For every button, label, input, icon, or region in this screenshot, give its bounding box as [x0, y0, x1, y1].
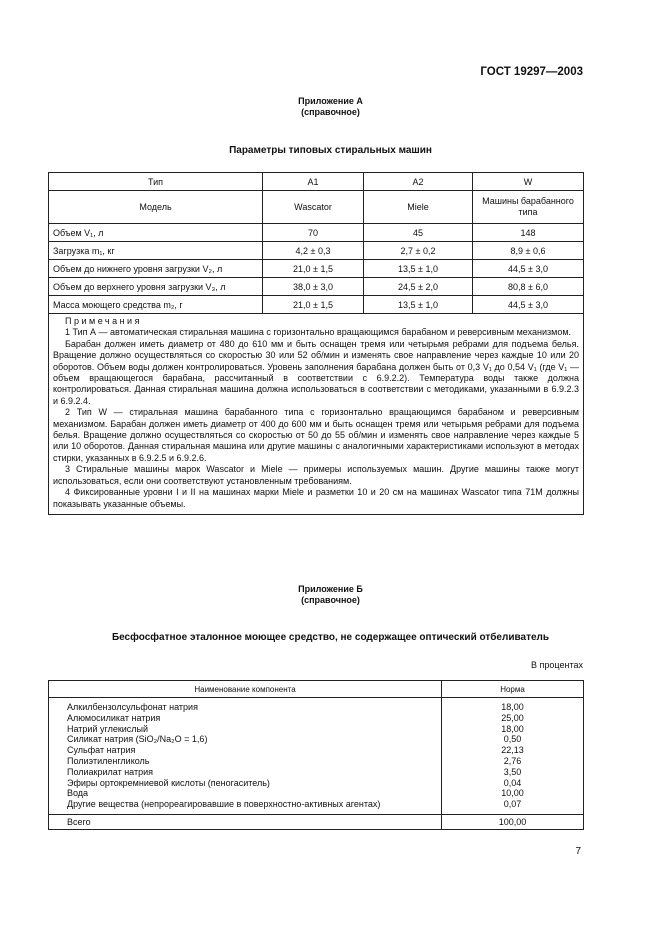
table-row	[49, 814, 584, 829]
list-item: 3,50	[503, 766, 522, 777]
row-label: Масса моющего средства m₂, г	[49, 296, 263, 314]
note-paragraph: 1 Тип А — автоматическая стиральная машина с горизонтально вращающимся барабаном и реверсивным механизмом.	[65, 327, 572, 338]
appendix-a-subtitle: (справочное)	[301, 107, 360, 117]
list-item: Силикат натрия (SiO₂/Na₂O = 1,6)	[67, 734, 208, 745]
value-cell: 80,8 ± 6,0	[473, 278, 584, 296]
list-item: 18,00	[501, 702, 524, 712]
component-names	[49, 698, 442, 815]
appendix-b-subtitle: (справочное)	[301, 595, 360, 605]
value-cell: 21,0 ± 1,5	[263, 296, 364, 314]
header-cell: Машины барабанного типа	[473, 191, 584, 224]
value-cell: 38,0 ± 3,0	[263, 278, 364, 296]
table-row	[49, 173, 584, 191]
header-cell: Miele	[364, 191, 473, 224]
list-item: Алкилбензолсульфонат натрия	[67, 702, 198, 712]
list-item: Другие вещества (непрореагировавшие в поверхностно-активных агентах)	[67, 799, 381, 810]
list-item: Алюмосиликат натрия	[67, 712, 161, 723]
value-cell: 44,5 ± 3,0	[473, 260, 584, 278]
row-label: Загрузка m₁, кг	[49, 242, 263, 260]
machine-parameters-table	[48, 172, 584, 515]
list-item: 25,00	[501, 712, 524, 723]
appendix-a-title: Приложение А	[298, 96, 363, 106]
header-cell: Наименование компонента	[49, 681, 442, 698]
notes-cell	[49, 314, 584, 515]
component-values	[442, 698, 584, 815]
value-cell: 148	[473, 224, 584, 242]
list-item: 0,04	[503, 777, 522, 788]
total-value: 100,00	[442, 814, 584, 829]
table-row	[49, 260, 584, 278]
notes-title: Примечания	[65, 316, 142, 326]
notes-row	[49, 314, 584, 515]
list-item: 22,13	[501, 745, 524, 756]
header-cell: W	[473, 173, 584, 191]
note-paragraph: 3 Стиральные машины марок Wascator и Miele — примеры используемых машин. Другие машины также могут использоваться, если они соответствуют установленным требованиям.	[53, 464, 579, 486]
note-paragraph: Барабан должен иметь диаметр от 480 до 610 мм и быть оснащен тремя или четырьмя ребрами для подъема белья. Вращение должно осуществляться со скоростью 30 или 52 об/мин и изменять свое направление через каждые 10 или 20 оборотов. Объем воды должен контролироваться. Уровень заполнения барабана должен быть от 0,3 V₁ до 0,54 V₁ (где V₁ — объем вращающегося барабана, рассчитанный в соответствии с 6.9.2.2). Температура воды также должна контролироваться. Данная стиральная машина должна использоваться в соответствии с методиками, указанными в 6.9.2.3 и 6.9.2.4.	[53, 338, 579, 406]
table-row	[49, 278, 584, 296]
value-cell: 8,9 ± 0,6	[473, 242, 584, 260]
list-item: Эфиры ортокремниевой кислоты (пеногаситель)	[67, 777, 270, 788]
header-cell: Модель	[49, 191, 263, 224]
row-label: Объем до нижнего уровня загрузки V₂, л	[49, 260, 263, 278]
list-item: Полиэтиленгликоль	[67, 755, 150, 766]
list-item: Полиакрилат натрия	[67, 766, 154, 777]
note-paragraph: 4 Фиксированные уровни I и II на машинах марки Miele и разметки 10 и 20 см на машинах Wascator типа 71M должны показывать указанные объемы.	[53, 487, 579, 509]
table-row	[49, 681, 584, 698]
table-row	[49, 224, 584, 242]
units-note: В процентах	[531, 660, 583, 670]
appendix-b-heading: Бесфосфатное эталонное моющее средство, не содержащее оптический отбеливатель	[111, 632, 550, 643]
list-item: Натрий углекислый	[67, 723, 149, 734]
table-row	[49, 698, 584, 815]
list-item: Сульфат натрия	[67, 745, 136, 756]
page-number: 7	[575, 846, 581, 857]
list-item: 10,00	[501, 788, 524, 799]
list-item: Вода	[67, 788, 89, 799]
header-cell: A2	[364, 173, 473, 191]
appendix-a-heading: Параметры типовых стиральных машин	[229, 145, 432, 156]
appendix-b-title: Приложение Б	[298, 584, 363, 594]
value-cell: 70	[263, 224, 364, 242]
table-row	[49, 242, 584, 260]
document-id: ГОСТ 19297—2003	[480, 66, 583, 78]
header-cell: Норма	[442, 681, 584, 698]
note-paragraph: 2 Тип W — стиральная машина барабанного типа с горизонтально вращающимся барабаном и реверсивным механизмом. Барабан должен иметь диаметр от 400 до 600 мм и быть оснащен тремя или четырьмя ребрами для подъема белья. Вращение должно осуществляться со скоростью от 50 до 55 об/мин и изменять свое направление через каждые 5 или 10 оборотов. Данная стиральная машина или другие машины с аналогичными характеристиками используют в методах стирки, указанных в 6.9.2.5 и 6.9.2.6.	[53, 407, 579, 463]
header-cell: Тип	[49, 173, 263, 191]
header-cell: A1	[263, 173, 364, 191]
table-row	[49, 296, 584, 314]
list-item: 2,76	[503, 755, 522, 766]
list-item: 0,07	[503, 799, 522, 810]
value-cell: 24,5 ± 2,0	[364, 278, 473, 296]
list-item: 18,00	[501, 723, 524, 734]
value-cell: 45	[364, 224, 473, 242]
value-cell: 4,2 ± 0,3	[263, 242, 364, 260]
value-cell: 13,5 ± 1,0	[364, 260, 473, 278]
value-cell: 13,5 ± 1,0	[364, 296, 473, 314]
list-item: 0,50	[503, 734, 522, 745]
table-row	[49, 191, 584, 224]
total-label: Всего	[49, 814, 442, 829]
value-cell: 21,0 ± 1,5	[263, 260, 364, 278]
header-cell: Wascator	[263, 191, 364, 224]
value-cell: 44,5 ± 3,0	[473, 296, 584, 314]
row-label: Объем V₁, л	[49, 224, 263, 242]
value-cell: 2,7 ± 0,2	[364, 242, 473, 260]
detergent-composition-table	[48, 680, 584, 830]
row-label: Объем до верхнего уровня загрузки V₃, л	[49, 278, 263, 296]
